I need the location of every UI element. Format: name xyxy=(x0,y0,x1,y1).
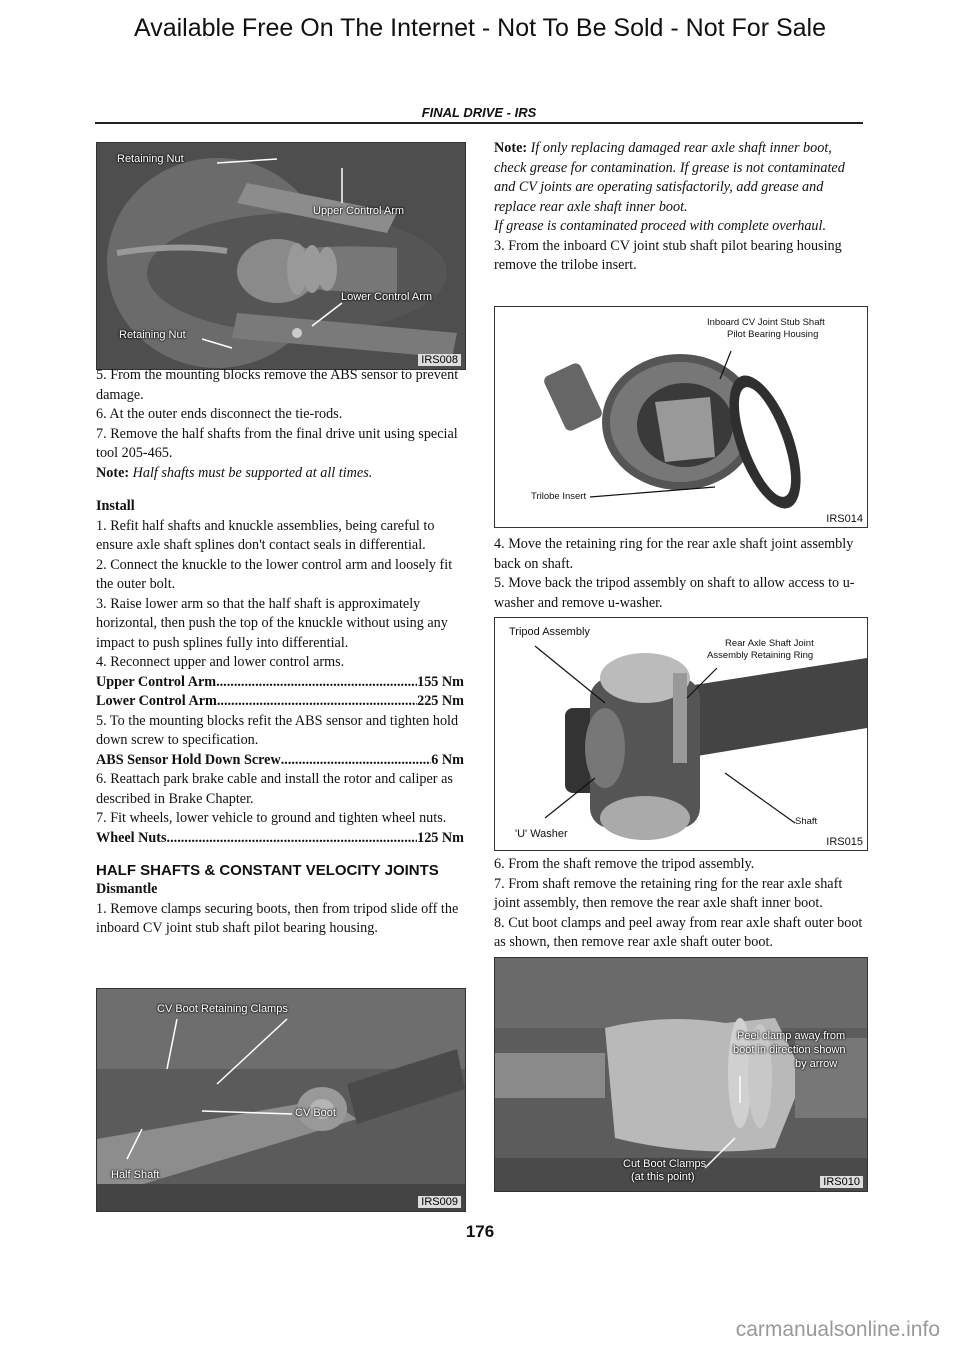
label-u-washer: 'U' Washer xyxy=(515,828,568,840)
step-6: 6. At the outer ends disconnect the tie-rods. xyxy=(96,406,343,422)
watermark: carmanualsonline.info xyxy=(735,1318,940,1341)
spec-upper-control-arm: Upper Control Arm ..... 155 Nm xyxy=(96,673,464,693)
figure-code: IRS008 xyxy=(418,354,461,366)
label-retaining-nut-top: Retaining Nut xyxy=(117,153,184,165)
label-retaining-ring-line1: Rear Axle Shaft Joint xyxy=(725,638,814,649)
header-rule xyxy=(95,122,863,124)
note-label: Note: xyxy=(96,464,130,481)
right-column-mid xyxy=(494,535,866,613)
figure-code: IRS014 xyxy=(826,513,863,525)
label-cv-boot-clamps: CV Boot Retaining Clamps xyxy=(157,1003,288,1015)
install-step-6: 6. Reattach park brake cable and install the rotor and caliper as described in Brake Chapter. xyxy=(96,771,453,807)
figure-code: IRS015 xyxy=(826,836,863,848)
section-heading: HALF SHAFTS & CONSTANT VELOCITY JOINTS xyxy=(96,862,439,879)
right-column-bottom xyxy=(494,855,866,953)
note-label: Note: xyxy=(494,140,528,156)
right-column-top xyxy=(494,139,866,276)
install-step-7: 7. Fit wheels, lower vehicle to ground and tighten wheel nuts. xyxy=(96,810,447,826)
figure-code: IRS009 xyxy=(418,1196,461,1208)
install-step-1: 1. Refit half shafts and knuckle assemblies, being careful to ensure axle shaft splines don't contact seals in differential. xyxy=(96,517,435,553)
dismantle-heading: Dismantle xyxy=(96,881,158,897)
step-5: 5. From the mounting blocks remove the ABS sensor to prevent damage. xyxy=(96,367,459,403)
spec-abs-screw: ABS Sensor Hold Down Screw ..... 6 Nm xyxy=(96,751,464,771)
step-6: 6. From the shaft remove the tripod assembly. xyxy=(494,856,755,872)
label-shaft: Shaft xyxy=(795,816,818,827)
step-7: 7. Remove the half shafts from the final drive unit using special tool 205-465. xyxy=(96,425,458,461)
label-upper-control-arm: Upper Control Arm xyxy=(313,205,405,217)
label-cut-line2: (at this point) xyxy=(631,1171,695,1183)
note-text: If only replacing damaged rear axle shaft inner boot, check grease for contamination. If grease is not contaminated and CV joints are operating satisfactorily, add grease and replace rear axle shaft inner boot. xyxy=(494,140,845,215)
label-cv-boot: CV Boot xyxy=(295,1107,336,1119)
figure-irs009 xyxy=(96,988,466,1212)
install-step-3: 3. Raise lower arm so that the half shaft is approximately horizontal, then push the top of the knuckle without using any impact to push splines fully into differential. xyxy=(96,595,448,651)
label-peel-line2: boot in direction shown xyxy=(733,1044,846,1056)
step-3: 3. From the inboard CV joint stub shaft pilot bearing housing remove the trilobe insert. xyxy=(494,237,842,273)
spec-wheel-nuts: Wheel Nuts ..... 125 Nm xyxy=(96,829,464,849)
install-step-4: 4. Reconnect upper and lower control arms. xyxy=(96,654,345,670)
banner-text: Available Free On The Internet - Not To Be Sold - Not For Sale xyxy=(133,14,827,42)
running-head: FINAL DRIVE - IRS xyxy=(421,105,537,120)
figure-irs010 xyxy=(494,957,868,1192)
label-retaining-nut-bottom: Retaining Nut xyxy=(119,329,186,341)
figure-irs010-photo xyxy=(495,958,867,1191)
install-heading: Install xyxy=(96,498,135,514)
step-7: 7. From shaft remove the retaining ring for the rear axle shaft joint assembly, then remove the rear axle shaft inner boot. xyxy=(494,875,843,911)
label-lower-control-arm: Lower Control Arm xyxy=(341,291,433,303)
figure-irs014 xyxy=(494,306,868,528)
label-pilot-housing-line2: Pilot Bearing Housing xyxy=(727,329,819,340)
install-step-5: 5. To the mounting blocks refit the ABS sensor and tighten hold down screw to specification. xyxy=(96,712,459,748)
dismantle-step-1: 1. Remove clamps securing boots, then from tripod slide off the inboard CV joint stub shaft pilot bearing housing. xyxy=(96,900,459,936)
label-tripod-assembly: Tripod Assembly xyxy=(509,626,590,638)
label-pilot-housing-line1: Inboard CV Joint Stub Shaft xyxy=(707,317,825,328)
label-cut-line1: Cut Boot Clamps xyxy=(623,1158,707,1170)
label-peel-line3: by arrow xyxy=(795,1058,838,1070)
note xyxy=(494,139,866,217)
label-peel-line1: Peel clamp away from xyxy=(737,1030,846,1042)
step-8: 8. Cut boot clamps and peel away from rear axle shaft outer boot as shown, then remove rear axle shaft outer boot. xyxy=(494,914,863,950)
step-5: 5. Move back the tripod assembly on shaft to allow access to u-washer and remove u-washer. xyxy=(494,575,855,611)
note-text: Half shafts must be supported at all times. xyxy=(132,464,373,481)
left-column xyxy=(96,366,464,939)
figure-irs008 xyxy=(96,142,466,370)
install-step-2: 2. Connect the knuckle to the lower control arm and loosely fit the outer bolt. xyxy=(96,556,453,592)
figure-code: IRS010 xyxy=(820,1176,863,1188)
label-trilobe-insert: Trilobe Insert xyxy=(531,491,587,502)
spec-lower-control-arm: Lower Control Arm ..... 225 Nm xyxy=(96,692,464,712)
note-text-2: If grease is contaminated proceed with complete overhaul. xyxy=(494,218,827,234)
page-number: 176 xyxy=(465,1222,495,1241)
figure-irs015 xyxy=(494,617,868,851)
step-4: 4. Move the retaining ring for the rear axle shaft joint assembly back on shaft. xyxy=(494,536,854,572)
note xyxy=(96,464,464,484)
label-retaining-ring-line2: Assembly Retaining Ring xyxy=(707,650,814,661)
label-half-shaft: Half Shaft xyxy=(111,1169,160,1181)
